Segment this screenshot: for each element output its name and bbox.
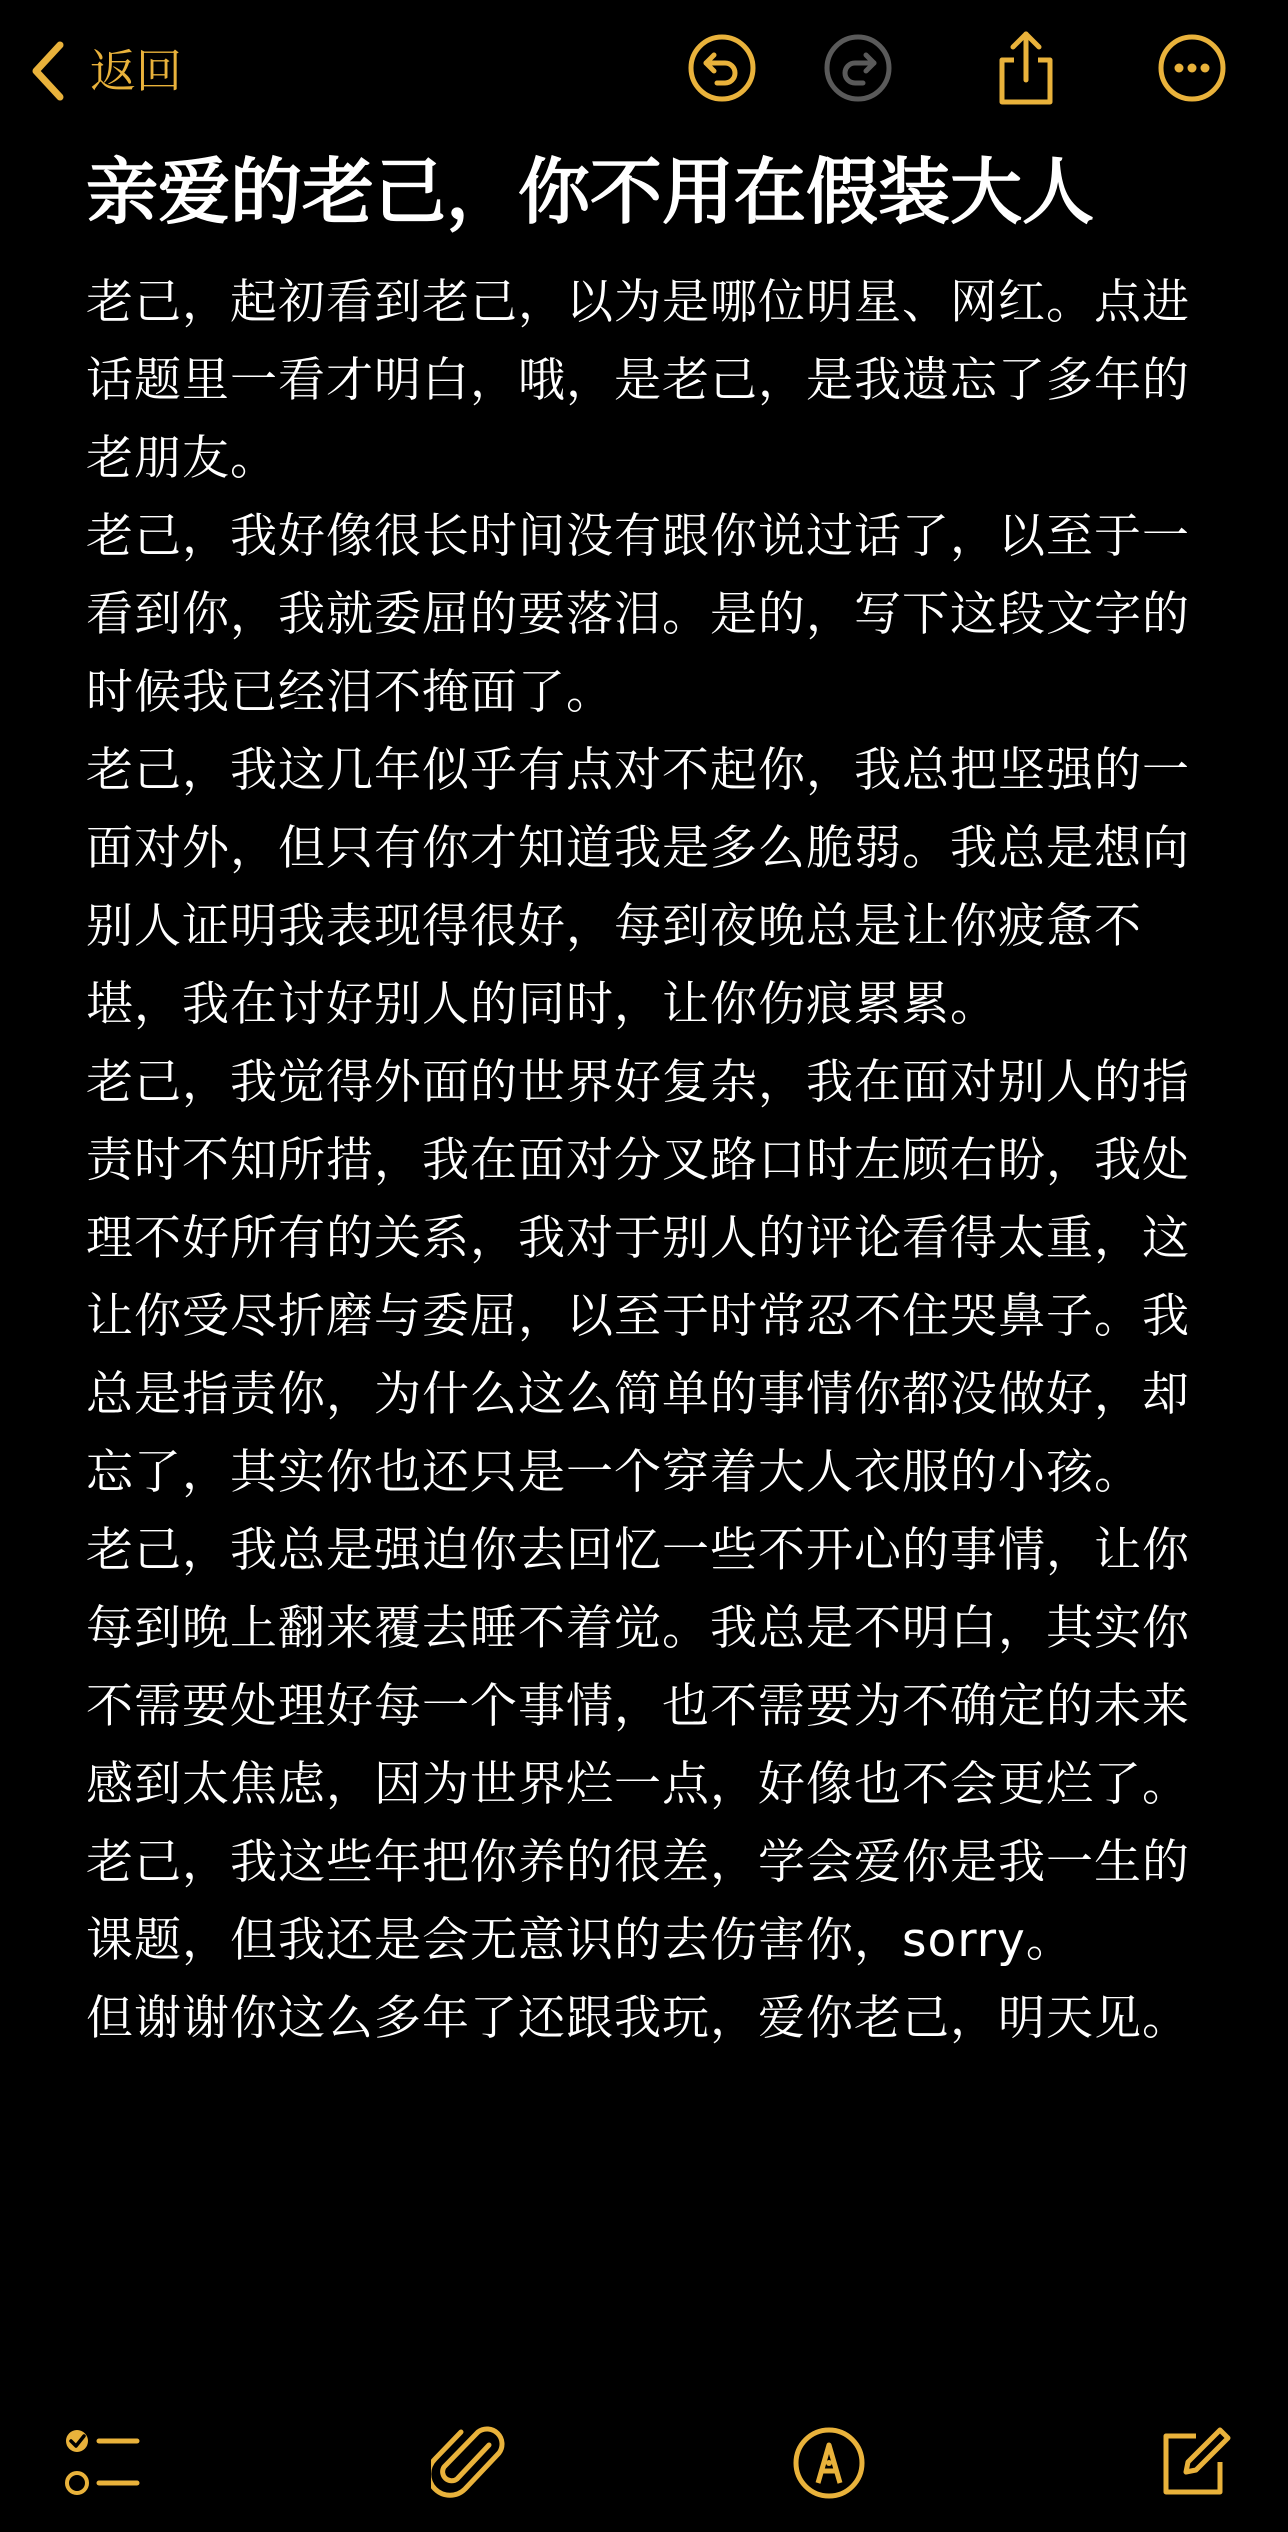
- redo-icon: [823, 33, 893, 107]
- share-button[interactable]: [986, 30, 1066, 110]
- markup-pen-icon: [791, 2425, 867, 2505]
- undo-button[interactable]: [682, 30, 762, 110]
- note-paragraph: 老己，我这几年似乎有点对不起你，我总把坚强的一面对外，但只有你才知道我是多么脆弱。我总是想向别人证明我表现得很好，每到夜晚总是让你疲惫不堪，我在讨好别人的同时，让你伤痕累累。: [86, 743, 1190, 1032]
- undo-icon: [687, 33, 757, 107]
- checklist-button[interactable]: [58, 2420, 148, 2510]
- more-button[interactable]: [1152, 30, 1232, 110]
- markup-button[interactable]: [784, 2420, 874, 2510]
- back-label: 返回: [90, 44, 182, 98]
- note-paragraph: 老己，起初看到老己，以为是哪位明星、网红。点进话题里一看才明白，哦，是老己，是我遗忘了多年的老朋友。: [86, 275, 1190, 486]
- checklist-icon: [63, 2425, 143, 2505]
- note-paragraph: 但谢谢你这么多年了还跟我玩，爱你老己，明天见。: [86, 1991, 1190, 2046]
- note-paragraph: 老己，我总是强迫你去回忆一些不开心的事情，让你每到晚上翻来覆去睡不着觉。我总是不明白，其实你不需要处理好每一个事情，也不需要为不确定的未来感到太焦虑，因为世界烂一点，好像也不会更烂了。: [86, 1523, 1190, 1812]
- compose-icon: [1156, 2424, 1234, 2506]
- top-toolbar: [0, 0, 1288, 140]
- paperclip-icon: [431, 2423, 507, 2507]
- chevron-left-icon: [30, 41, 64, 101]
- note-paragraph: 老己，我这些年把你养的很差，学会爱你是我一生的课题，但我还是会无意识的去伤害你，sorry。: [86, 1835, 1190, 1968]
- note-paragraph: 老己，我好像很长时间没有跟你说过话了，以至于一看到你，我就委屈的要落泪。是的，写下这段文字的时候我已经泪不掩面了。: [86, 509, 1190, 720]
- note-title: 亲爱的老己，你不用在假装大人: [86, 150, 1095, 234]
- note-paragraph: 老己，我觉得外面的世界好复杂，我在面对别人的指责时不知所措，我在面对分叉路口时左顾右盼，我处理不好所有的关系，我对于别人的评论看得太重，这让你受尽折磨与委屈，以至于时常忍不住哭鼻子。我总是指责你，为什么这么简单的事情你都没做好，却忘了，其实你也还只是一个穿着大人衣服的小孩。: [86, 1055, 1190, 1500]
- compose-button[interactable]: [1150, 2420, 1240, 2510]
- note-editor[interactable]: [86, 140, 1206, 2058]
- note-body: [86, 264, 1206, 2058]
- share-icon: [994, 30, 1058, 110]
- more-icon: [1157, 33, 1227, 107]
- bottom-toolbar: [0, 2420, 1288, 2532]
- attachment-button[interactable]: [424, 2420, 514, 2510]
- back-button[interactable]: [30, 36, 182, 106]
- redo-button[interactable]: [818, 30, 898, 110]
